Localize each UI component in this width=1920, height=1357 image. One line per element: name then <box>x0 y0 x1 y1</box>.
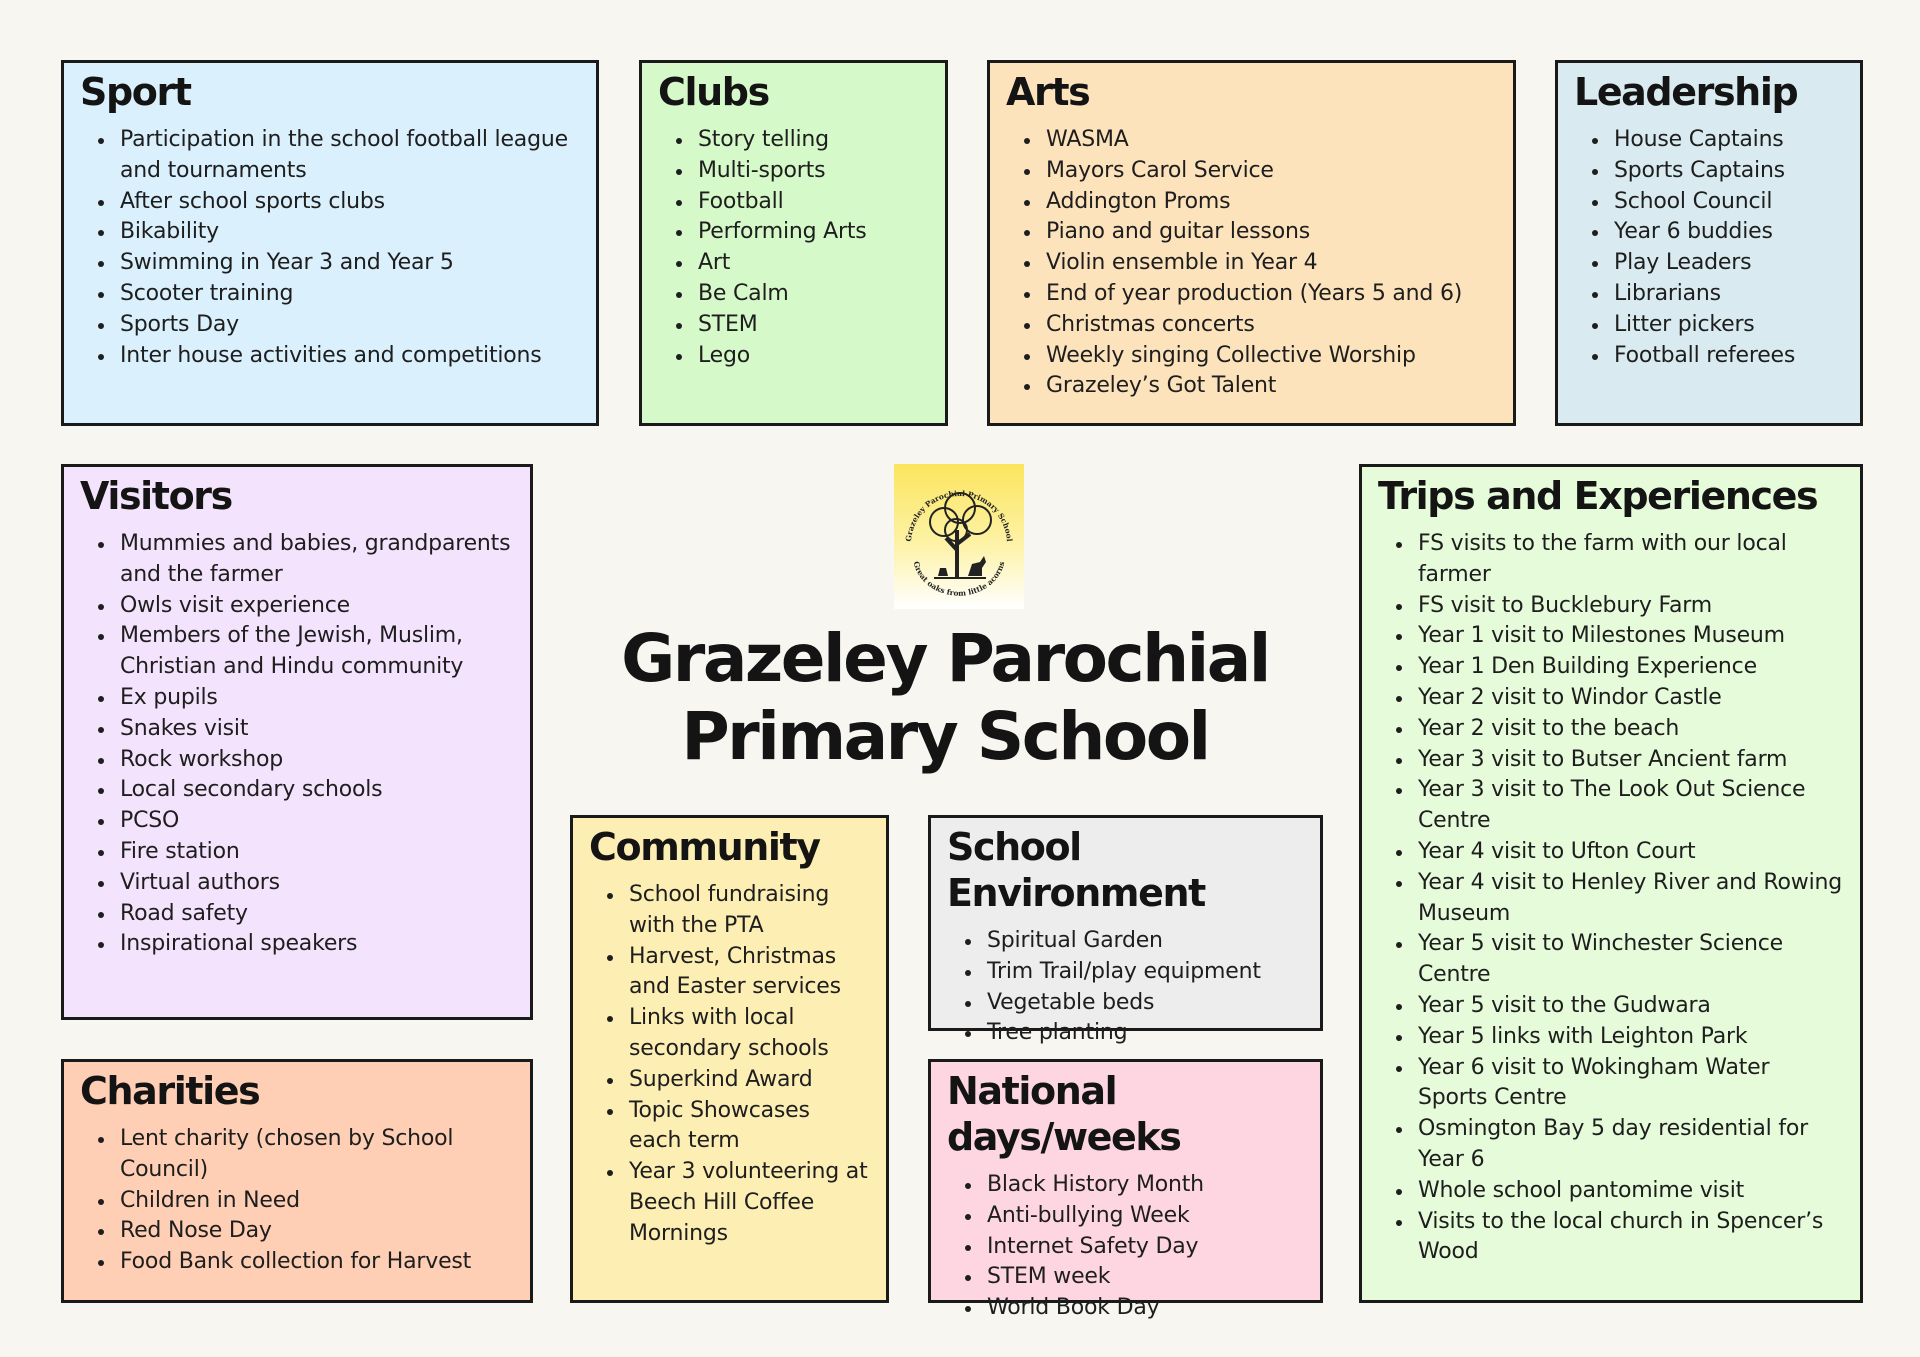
page-title <box>580 620 1310 776</box>
list-item: Year 3 visit to The Look Out Science Centre <box>1400 775 1842 837</box>
list-item: School Council <box>1596 187 1842 218</box>
visitors-panel <box>61 464 533 1020</box>
list-item: Inter house activities and competitions <box>102 341 578 372</box>
list-item: Year 5 links with Leighton Park <box>1400 1022 1842 1053</box>
list-item: Year 2 visit to Windor Castle <box>1400 683 1842 714</box>
panel-list <box>1378 529 1842 1268</box>
list-item: Mummies and babies, grandparents and the farmer <box>102 529 512 591</box>
list-item: Tree planting <box>969 1018 1302 1049</box>
list-item: Lego <box>680 341 927 372</box>
list-item: WASMA <box>1028 125 1495 156</box>
list-item: Story telling <box>680 125 927 156</box>
panel-list <box>947 1170 1302 1324</box>
list-item: FS visit to Bucklebury Farm <box>1400 591 1842 622</box>
panel-list <box>1006 125 1495 402</box>
leadership-panel <box>1555 60 1863 426</box>
panel-list <box>1574 125 1842 371</box>
trips-panel <box>1359 464 1863 1303</box>
panel-list <box>658 125 927 371</box>
list-item: Visits to the local church in Spencer’s Wood <box>1400 1207 1842 1269</box>
list-item: Lent charity (chosen by School Council) <box>102 1124 512 1186</box>
list-item: Scooter training <box>102 279 578 310</box>
list-item: Harvest, Christmas and Easter services <box>611 942 868 1004</box>
list-item: Year 1 Den Building Experience <box>1400 652 1842 683</box>
list-item: Inspirational speakers <box>102 929 512 960</box>
panel-list <box>80 529 512 960</box>
list-item: Weekly singing Collective Worship <box>1028 341 1495 372</box>
list-item: Vegetable beds <box>969 988 1302 1019</box>
panel-list <box>80 1124 512 1278</box>
list-item: Trim Trail/play equipment <box>969 957 1302 988</box>
list-item: Virtual authors <box>102 868 512 899</box>
list-item: Year 3 visit to Butser Ancient farm <box>1400 745 1842 776</box>
list-item: Swimming in Year 3 and Year 5 <box>102 248 578 279</box>
list-item: Art <box>680 248 927 279</box>
list-item: FS visits to the farm with our local farmer <box>1400 529 1842 591</box>
list-item: Red Nose Day <box>102 1216 512 1247</box>
list-item: Spiritual Garden <box>969 926 1302 957</box>
list-item: Snakes visit <box>102 714 512 745</box>
panel-title: Community <box>589 825 820 869</box>
list-item: Black History Month <box>969 1170 1302 1201</box>
list-item: Litter pickers <box>1596 310 1842 341</box>
list-item: Year 6 visit to Wokingham Water Sports Centre <box>1400 1053 1842 1115</box>
panel-title: Visitors <box>80 474 232 518</box>
list-item: Superkind Award <box>611 1065 868 1096</box>
clubs-panel <box>639 60 948 426</box>
list-item: Fire station <box>102 837 512 868</box>
arts-panel <box>987 60 1516 426</box>
panel-title: Arts <box>1006 70 1090 114</box>
panel-list <box>80 125 578 371</box>
list-item: Food Bank collection for Harvest <box>102 1247 512 1278</box>
list-item: STEM <box>680 310 927 341</box>
panel-list <box>589 880 868 1250</box>
list-item: Year 5 visit to the Gudwara <box>1400 991 1842 1022</box>
panel-list <box>947 926 1302 1049</box>
list-item: Rock workshop <box>102 745 512 776</box>
list-item: Year 5 visit to Winchester Science Centre <box>1400 929 1842 991</box>
list-item: Road safety <box>102 899 512 930</box>
list-item: STEM week <box>969 1262 1302 1293</box>
community-panel <box>570 815 889 1303</box>
school-environment-panel <box>928 815 1323 1046</box>
title-line-2: Primary School <box>681 698 1209 775</box>
list-item: Sports Day <box>102 310 578 341</box>
sport-panel <box>61 60 599 426</box>
panel-title: National days/weeks <box>947 1069 1181 1159</box>
list-item: Year 6 buddies <box>1596 217 1842 248</box>
list-item: Children in Need <box>102 1186 512 1217</box>
list-item: Internet Safety Day <box>969 1232 1302 1263</box>
charities-panel <box>61 1059 533 1303</box>
list-item: Football referees <box>1596 341 1842 372</box>
panel-title: Clubs <box>658 70 769 114</box>
list-item: Whole school pantomime visit <box>1400 1176 1842 1207</box>
panel-title: School Environment <box>947 825 1205 915</box>
list-item: Local secondary schools <box>102 775 512 806</box>
list-item: Year 2 visit to the beach <box>1400 714 1842 745</box>
list-item: Piano and guitar lessons <box>1028 217 1495 248</box>
list-item: Addington Proms <box>1028 187 1495 218</box>
oak-tree-logo-icon <box>894 464 1024 609</box>
panel-title: Sport <box>80 70 191 114</box>
list-item: Year 4 visit to Ufton Court <box>1400 837 1842 868</box>
list-item: Multi-sports <box>680 156 927 187</box>
panel-title: Trips and Experiences <box>1378 474 1818 518</box>
panel-title: Charities <box>80 1069 260 1113</box>
list-item: Performing Arts <box>680 217 927 248</box>
title-line-1: Grazeley Parochial <box>621 620 1269 697</box>
list-item: Christmas concerts <box>1028 310 1495 341</box>
list-item: Sports Captains <box>1596 156 1842 187</box>
list-item: Ex pupils <box>102 683 512 714</box>
list-item: Topic Showcases each term <box>611 1096 868 1158</box>
list-item: Football <box>680 187 927 218</box>
logo-motto-text: Great oaks from little acorns <box>911 560 1007 598</box>
list-item: Librarians <box>1596 279 1842 310</box>
list-item: Mayors Carol Service <box>1028 156 1495 187</box>
list-item: Grazeley’s Got Talent <box>1028 371 1495 402</box>
school-logo <box>894 464 1024 609</box>
list-item: Bikability <box>102 217 578 248</box>
list-item: Year 3 volunteering at Beech Hill Coffee Mornings <box>611 1157 868 1249</box>
list-item: Owls visit experience <box>102 591 512 622</box>
list-item: After school sports clubs <box>102 187 578 218</box>
list-item: Year 1 visit to Milestones Museum <box>1400 621 1842 652</box>
logo-name-text: Grazeley Parochial Primary School <box>903 488 1014 543</box>
list-item: Anti-bullying Week <box>969 1201 1302 1232</box>
list-item: Members of the Jewish, Muslim, Christian and Hindu community <box>102 621 512 683</box>
list-item: Year 4 visit to Henley River and Rowing Museum <box>1400 868 1842 930</box>
list-item: House Captains <box>1596 125 1842 156</box>
list-item: Osmington Bay 5 day residential for Year 6 <box>1400 1114 1842 1176</box>
national-days-panel <box>928 1059 1323 1321</box>
list-item: Play Leaders <box>1596 248 1842 279</box>
list-item: Be Calm <box>680 279 927 310</box>
list-item: School fundraising with the PTA <box>611 880 868 942</box>
list-item: Links with local secondary schools <box>611 1003 868 1065</box>
panel-title: Leadership <box>1574 70 1798 114</box>
list-item: Violin ensemble in Year 4 <box>1028 248 1495 279</box>
list-item: Participation in the school football league and tournaments <box>102 125 578 187</box>
list-item: End of year production (Years 5 and 6) <box>1028 279 1495 310</box>
list-item: PCSO <box>102 806 512 837</box>
list-item: World Book Day <box>969 1293 1302 1324</box>
